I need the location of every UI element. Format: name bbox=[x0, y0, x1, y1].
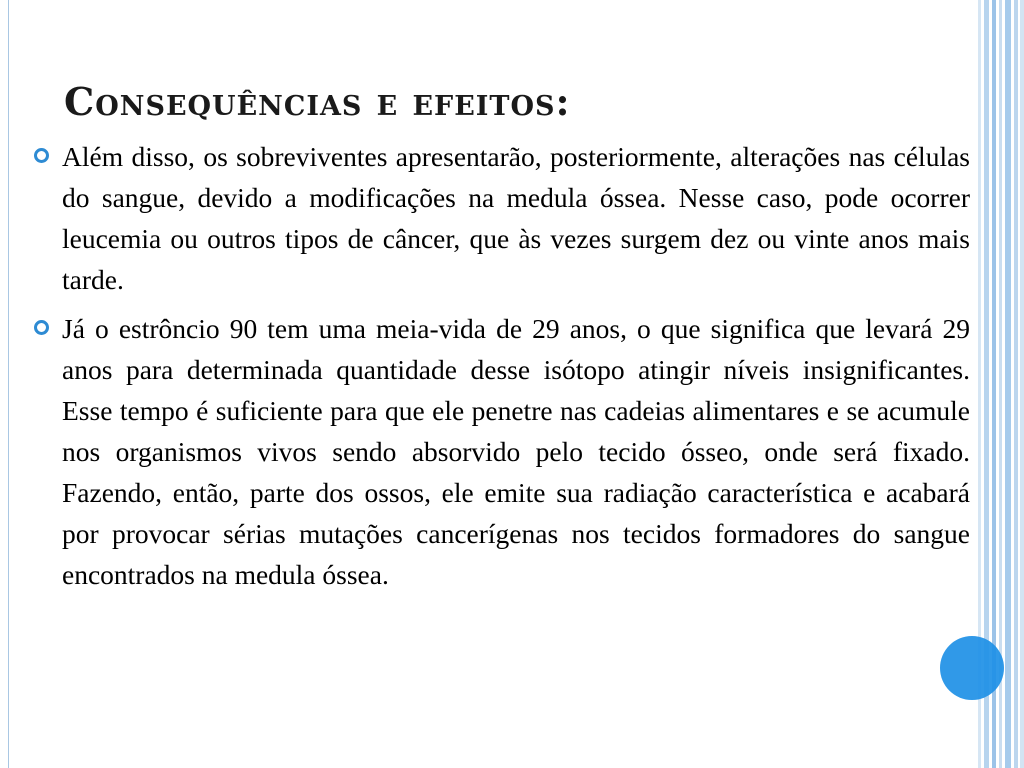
slide-body bbox=[30, 136, 970, 603]
accent-circle-icon bbox=[940, 636, 1004, 700]
slide-title: Consequências e efeitos: bbox=[64, 79, 571, 124]
band-stripe bbox=[1020, 0, 1024, 768]
bullet-item bbox=[30, 308, 970, 595]
bullet-item bbox=[30, 136, 970, 300]
bullet-text: Além disso, os sobreviventes apresentarão, posteriormente, alterações nas células do sangue, devido a modificações na medula óssea. Nesse caso, pode ocorrer leucemia ou outros tipos de câncer, que às vezes surgem dez ou vinte anos mais tarde. bbox=[62, 141, 970, 295]
left-border-line bbox=[8, 0, 9, 768]
band-stripe bbox=[1005, 0, 1011, 768]
band-stripe bbox=[1014, 0, 1018, 768]
bullet-text: Já o estrôncio 90 tem uma meia-vida de 29 anos, o que significa que levará 29 anos para determinada quantidade desse isótopo atingir níveis insignificantes. Esse tempo é suficiente para que ele penetre nas cadeias alimentares e se acumule nos organismos vivos sendo absorvido pelo tecido ósseo, onde será fixado. Fazendo, então, parte dos ossos, ele emite sua radiação característica e acabará por provocar sérias mutações cancerígenas nos tecidos formadores do sangue encontrados na medula óssea. bbox=[62, 313, 970, 590]
bullet-circle-icon bbox=[34, 148, 49, 163]
bullet-circle-icon bbox=[34, 320, 49, 335]
